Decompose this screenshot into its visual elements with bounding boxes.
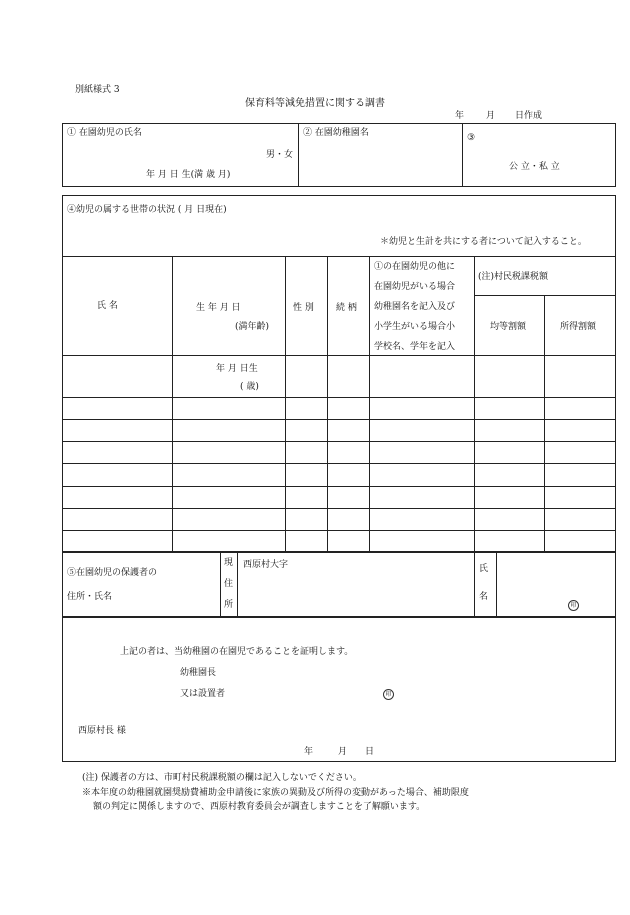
director-label: 幼稚園長 xyxy=(180,668,217,678)
address-char: 住 xyxy=(224,579,234,589)
col-header-tax: (注)村民税課税額 xyxy=(478,272,549,282)
footnote-2-line2: 額の判定に関係しますので、西原村教育委員会が調査しますことを了解願います。 xyxy=(93,802,426,812)
household-note: ＊幼児と生計を共にする者について記入すること。 xyxy=(380,237,587,247)
table-line xyxy=(62,530,616,531)
table-col-line xyxy=(285,256,286,552)
divider xyxy=(298,123,299,187)
table-line xyxy=(62,441,616,442)
table-col-line xyxy=(474,256,475,552)
col-header-relation: 続 柄 xyxy=(336,303,357,313)
divider xyxy=(237,552,238,617)
cert-date-month: 月 xyxy=(338,747,348,757)
form-number: 別紙様式 3 xyxy=(75,85,120,95)
col-header-age: (満年齢) xyxy=(235,322,270,332)
table-line xyxy=(62,355,616,356)
date-month-label: 月 xyxy=(486,111,496,121)
kindergarten-name-label: ② 在園幼稚園名 xyxy=(303,128,369,138)
address-char: 現 xyxy=(224,558,234,568)
col-header-birth: 生 年 月 日 xyxy=(196,303,241,313)
date-year-label: 年 xyxy=(455,111,465,121)
col-header-tax-income: 所得割額 xyxy=(560,322,597,332)
col-header-other-4: 小学生がいる場合小 xyxy=(374,322,456,332)
guardian-address-value[interactable]: 西原村大字 xyxy=(243,560,289,570)
household-title: ④幼児の属する世帯の状況 ( 月 日現在) xyxy=(67,205,227,215)
item3-label: ③ xyxy=(467,133,476,143)
cert-date-day: 日 xyxy=(365,747,375,757)
divider xyxy=(474,552,475,617)
address-char: 所 xyxy=(224,600,234,610)
guardian-label-1: ⑤在園幼児の保護者の xyxy=(67,568,158,578)
table-col-line xyxy=(172,256,173,552)
founder-label: 又は設置者 xyxy=(180,689,226,699)
col-header-tax-equal: 均等割額 xyxy=(490,322,527,332)
form-title: 保育料等減免措置に関する調書 xyxy=(245,98,385,109)
divider xyxy=(220,552,221,617)
table-line xyxy=(62,486,616,487)
guardian-box xyxy=(62,552,616,617)
table-col-line xyxy=(544,295,545,552)
table-line xyxy=(62,463,616,464)
col-header-sex: 性 別 xyxy=(293,303,314,313)
divider xyxy=(462,123,463,187)
row1-birth-date: 年 月 日生 xyxy=(216,364,258,374)
table-line xyxy=(62,508,616,509)
col-header-name: 氏 名 xyxy=(97,301,118,311)
table-col-line xyxy=(369,256,370,552)
divider xyxy=(496,552,497,617)
row1-age: ( 歳) xyxy=(240,382,259,392)
table-line xyxy=(474,295,616,296)
date-created-label: 日作成 xyxy=(515,111,543,121)
footnote-1: (注) 保護者の方は、市町村民税課税額の欄は記入しないでください。 xyxy=(82,773,362,783)
cert-date-year: 年 xyxy=(304,747,314,757)
col-header-other-1: ①の在園幼児の他に xyxy=(374,262,456,272)
col-header-other-5: 学校名、学年を記入 xyxy=(374,342,456,352)
certification-box xyxy=(62,617,616,762)
table-line xyxy=(62,397,616,398)
table-col-line xyxy=(327,256,328,552)
name-char: 名 xyxy=(479,592,489,602)
col-header-other-3: 幼稚園名を記入及び xyxy=(374,302,456,312)
footnote-2-line1: ※本年度の幼稚園就園奨励費補助金申請後に家族の異動及び所得の変動があった場合、補助限度 xyxy=(82,788,469,798)
guardian-label-2: 住所・氏名 xyxy=(67,592,113,602)
table-line xyxy=(62,256,616,257)
name-char: 氏 xyxy=(479,564,489,574)
public-private-options[interactable]: 公 立・私 立 xyxy=(509,162,560,172)
household-box xyxy=(62,195,616,552)
certification-statement: 上記の者は、当幼稚園の在園児であることを証明します。 xyxy=(120,647,354,657)
birth-date-label: 年 月 日 生(満 歳 月) xyxy=(146,170,231,180)
seal-mark-icon: 印 xyxy=(383,689,394,700)
addressee-label: 西原村長 様 xyxy=(78,726,126,736)
col-header-other-2: 在園幼児がいる場合 xyxy=(374,282,456,292)
seal-mark-icon: 印 xyxy=(568,600,579,611)
table-line xyxy=(62,419,616,420)
child-name-label: ① 在園幼児の氏名 xyxy=(67,128,142,138)
sex-options[interactable]: 男・女 xyxy=(266,150,294,160)
